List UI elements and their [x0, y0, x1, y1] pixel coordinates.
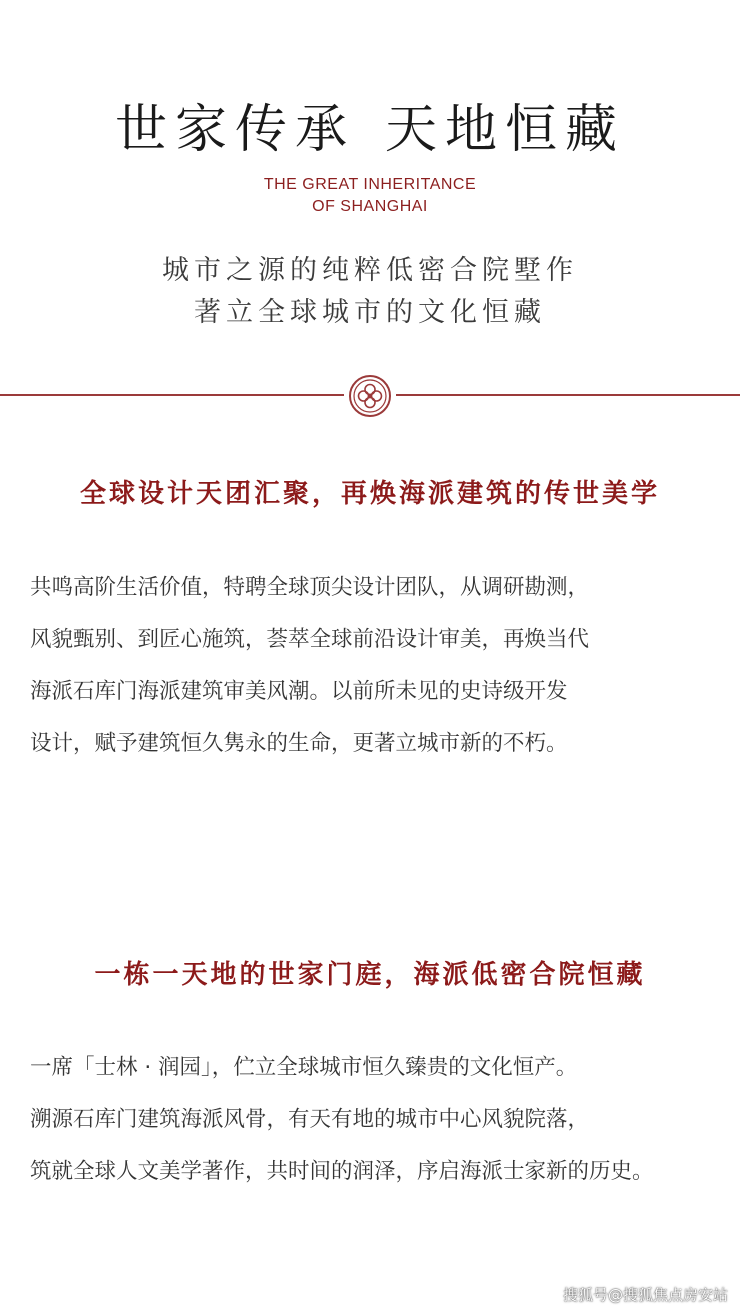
paragraph-line: 筑就全球人文美学著作，共时间的润泽，序启海派士家新的历史。: [30, 1159, 654, 1184]
ornament-emblem-icon: [348, 374, 392, 418]
english-subtitle-line-2: OF SHANGHAI: [312, 198, 428, 215]
paragraph-line: 海派石库门海派建筑审美风潮。以前所未见的史诗级开发: [30, 679, 568, 704]
section-1-paragraph: [30, 562, 720, 770]
section-1-heading: 全球设计天团汇聚，再焕海派建筑的传世美学: [79, 479, 660, 509]
tagline: [0, 250, 740, 334]
english-subtitle-line-1: THE GREAT INHERITANCE: [263, 176, 477, 193]
divider-left: [0, 394, 344, 396]
title-part-2: 天地恒藏: [385, 100, 626, 160]
tagline-line-2: 著立全球城市的文化恒藏: [194, 297, 546, 328]
section-2-paragraph: [30, 1042, 720, 1198]
paragraph-line: 共鸣高阶生活价值，特聘全球顶尖设计团队，从调研勘测，: [30, 575, 590, 600]
divider-right: [396, 394, 740, 396]
paragraph-line: 设计，赋予建筑恒久隽永的生命，更著立城市新的不朽。: [30, 731, 568, 756]
paragraph-line: 一席「士林 · 润园」，伫立全球城市恒久臻贵的文化恒产。: [30, 1055, 578, 1080]
tagline-line-1: 城市之源的纯粹低密合院墅作: [162, 255, 578, 286]
page-title: [0, 92, 740, 168]
section-2-heading: 一栋一天地的世家门庭，海派低密合院恒藏: [94, 960, 646, 990]
watermark: 搜狐号@搜狐焦点房安站: [562, 1286, 728, 1304]
paragraph-line: 溯源石库门建筑海派风骨，有天有地的城市中心风貌院落，: [30, 1107, 590, 1132]
title-part-1: 世家传承: [114, 100, 355, 160]
paragraph-line: 风貌甄别、到匠心施筑，荟萃全球前沿设计审美，再焕当代: [30, 627, 590, 652]
english-subtitle: [0, 174, 740, 218]
